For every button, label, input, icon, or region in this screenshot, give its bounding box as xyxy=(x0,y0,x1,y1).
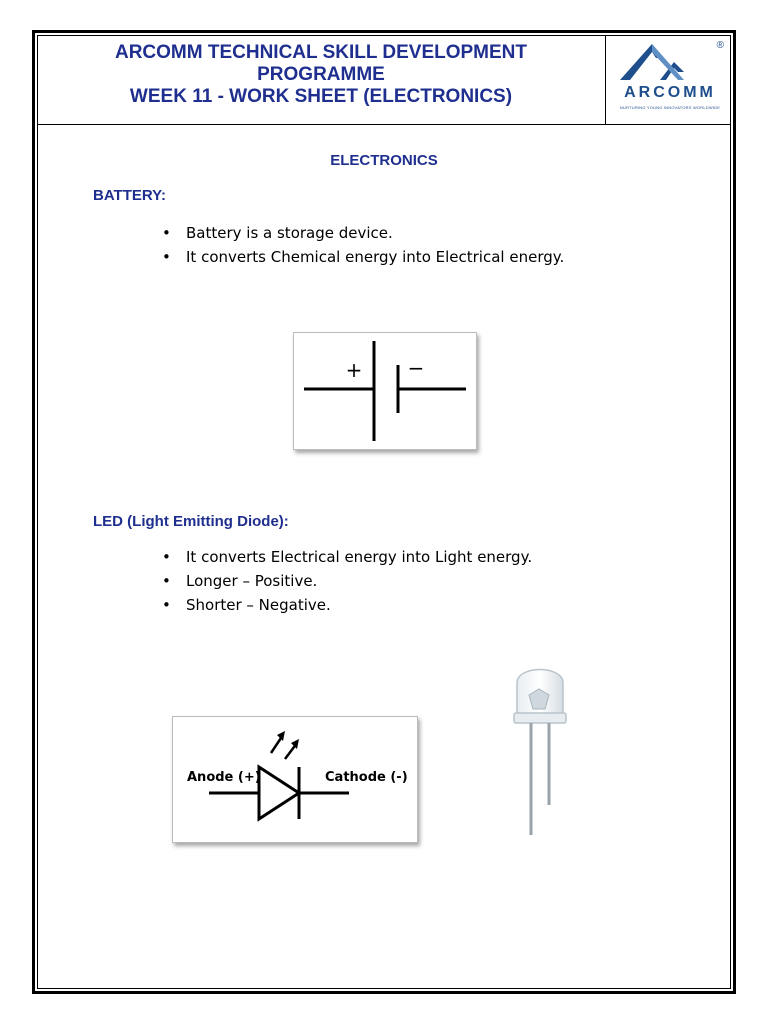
list-item: • Shorter – Negative. xyxy=(160,593,532,617)
led-symbol-diagram xyxy=(172,716,418,843)
title-line-1: ARCOMM TECHNICAL SKILL DEVELOPMENT xyxy=(114,42,528,63)
list-item: • Battery is a storage device. xyxy=(160,221,564,245)
led-symbol-icon xyxy=(173,717,417,842)
battery-plus-label: + xyxy=(345,358,363,382)
battery-symbol-diagram xyxy=(293,332,477,450)
page-border-inner xyxy=(37,35,731,989)
battery-heading: BATTERY: xyxy=(93,187,167,204)
logo-mountain-icon xyxy=(612,40,728,86)
battery-bullet-list xyxy=(160,221,564,269)
logo-tagline: NURTURING YOUNG INNOVATORS WORLDWIDE xyxy=(619,105,721,110)
title-line-2: PROGRAMME xyxy=(257,64,385,85)
anode-label: Anode (+) xyxy=(187,770,261,785)
list-item: • Longer – Positive. xyxy=(160,569,532,593)
led-photo xyxy=(505,655,575,855)
arcomm-logo xyxy=(612,40,728,120)
led-bullet-list xyxy=(160,545,532,617)
led-bulb-icon xyxy=(505,655,575,855)
title-line-3: WEEK 11 - WORK SHEET (ELECTRONICS) xyxy=(129,86,513,107)
battery-symbol-icon xyxy=(294,333,476,449)
list-item: • It converts Electrical energy into Light energy. xyxy=(160,545,532,569)
header-divider xyxy=(37,124,731,125)
led-heading: LED (Light Emitting Diode): xyxy=(93,513,289,530)
list-item: • It converts Chemical energy into Electrical energy. xyxy=(160,245,564,269)
registered-mark: ® xyxy=(716,40,724,51)
header-column-divider xyxy=(605,35,606,124)
cathode-label: Cathode (-) xyxy=(325,770,408,785)
logo-wordmark: ARCOMM xyxy=(624,84,716,101)
document-title xyxy=(40,42,602,108)
battery-minus-label: − xyxy=(407,356,425,380)
section-title: ELECTRONICS xyxy=(330,152,438,169)
